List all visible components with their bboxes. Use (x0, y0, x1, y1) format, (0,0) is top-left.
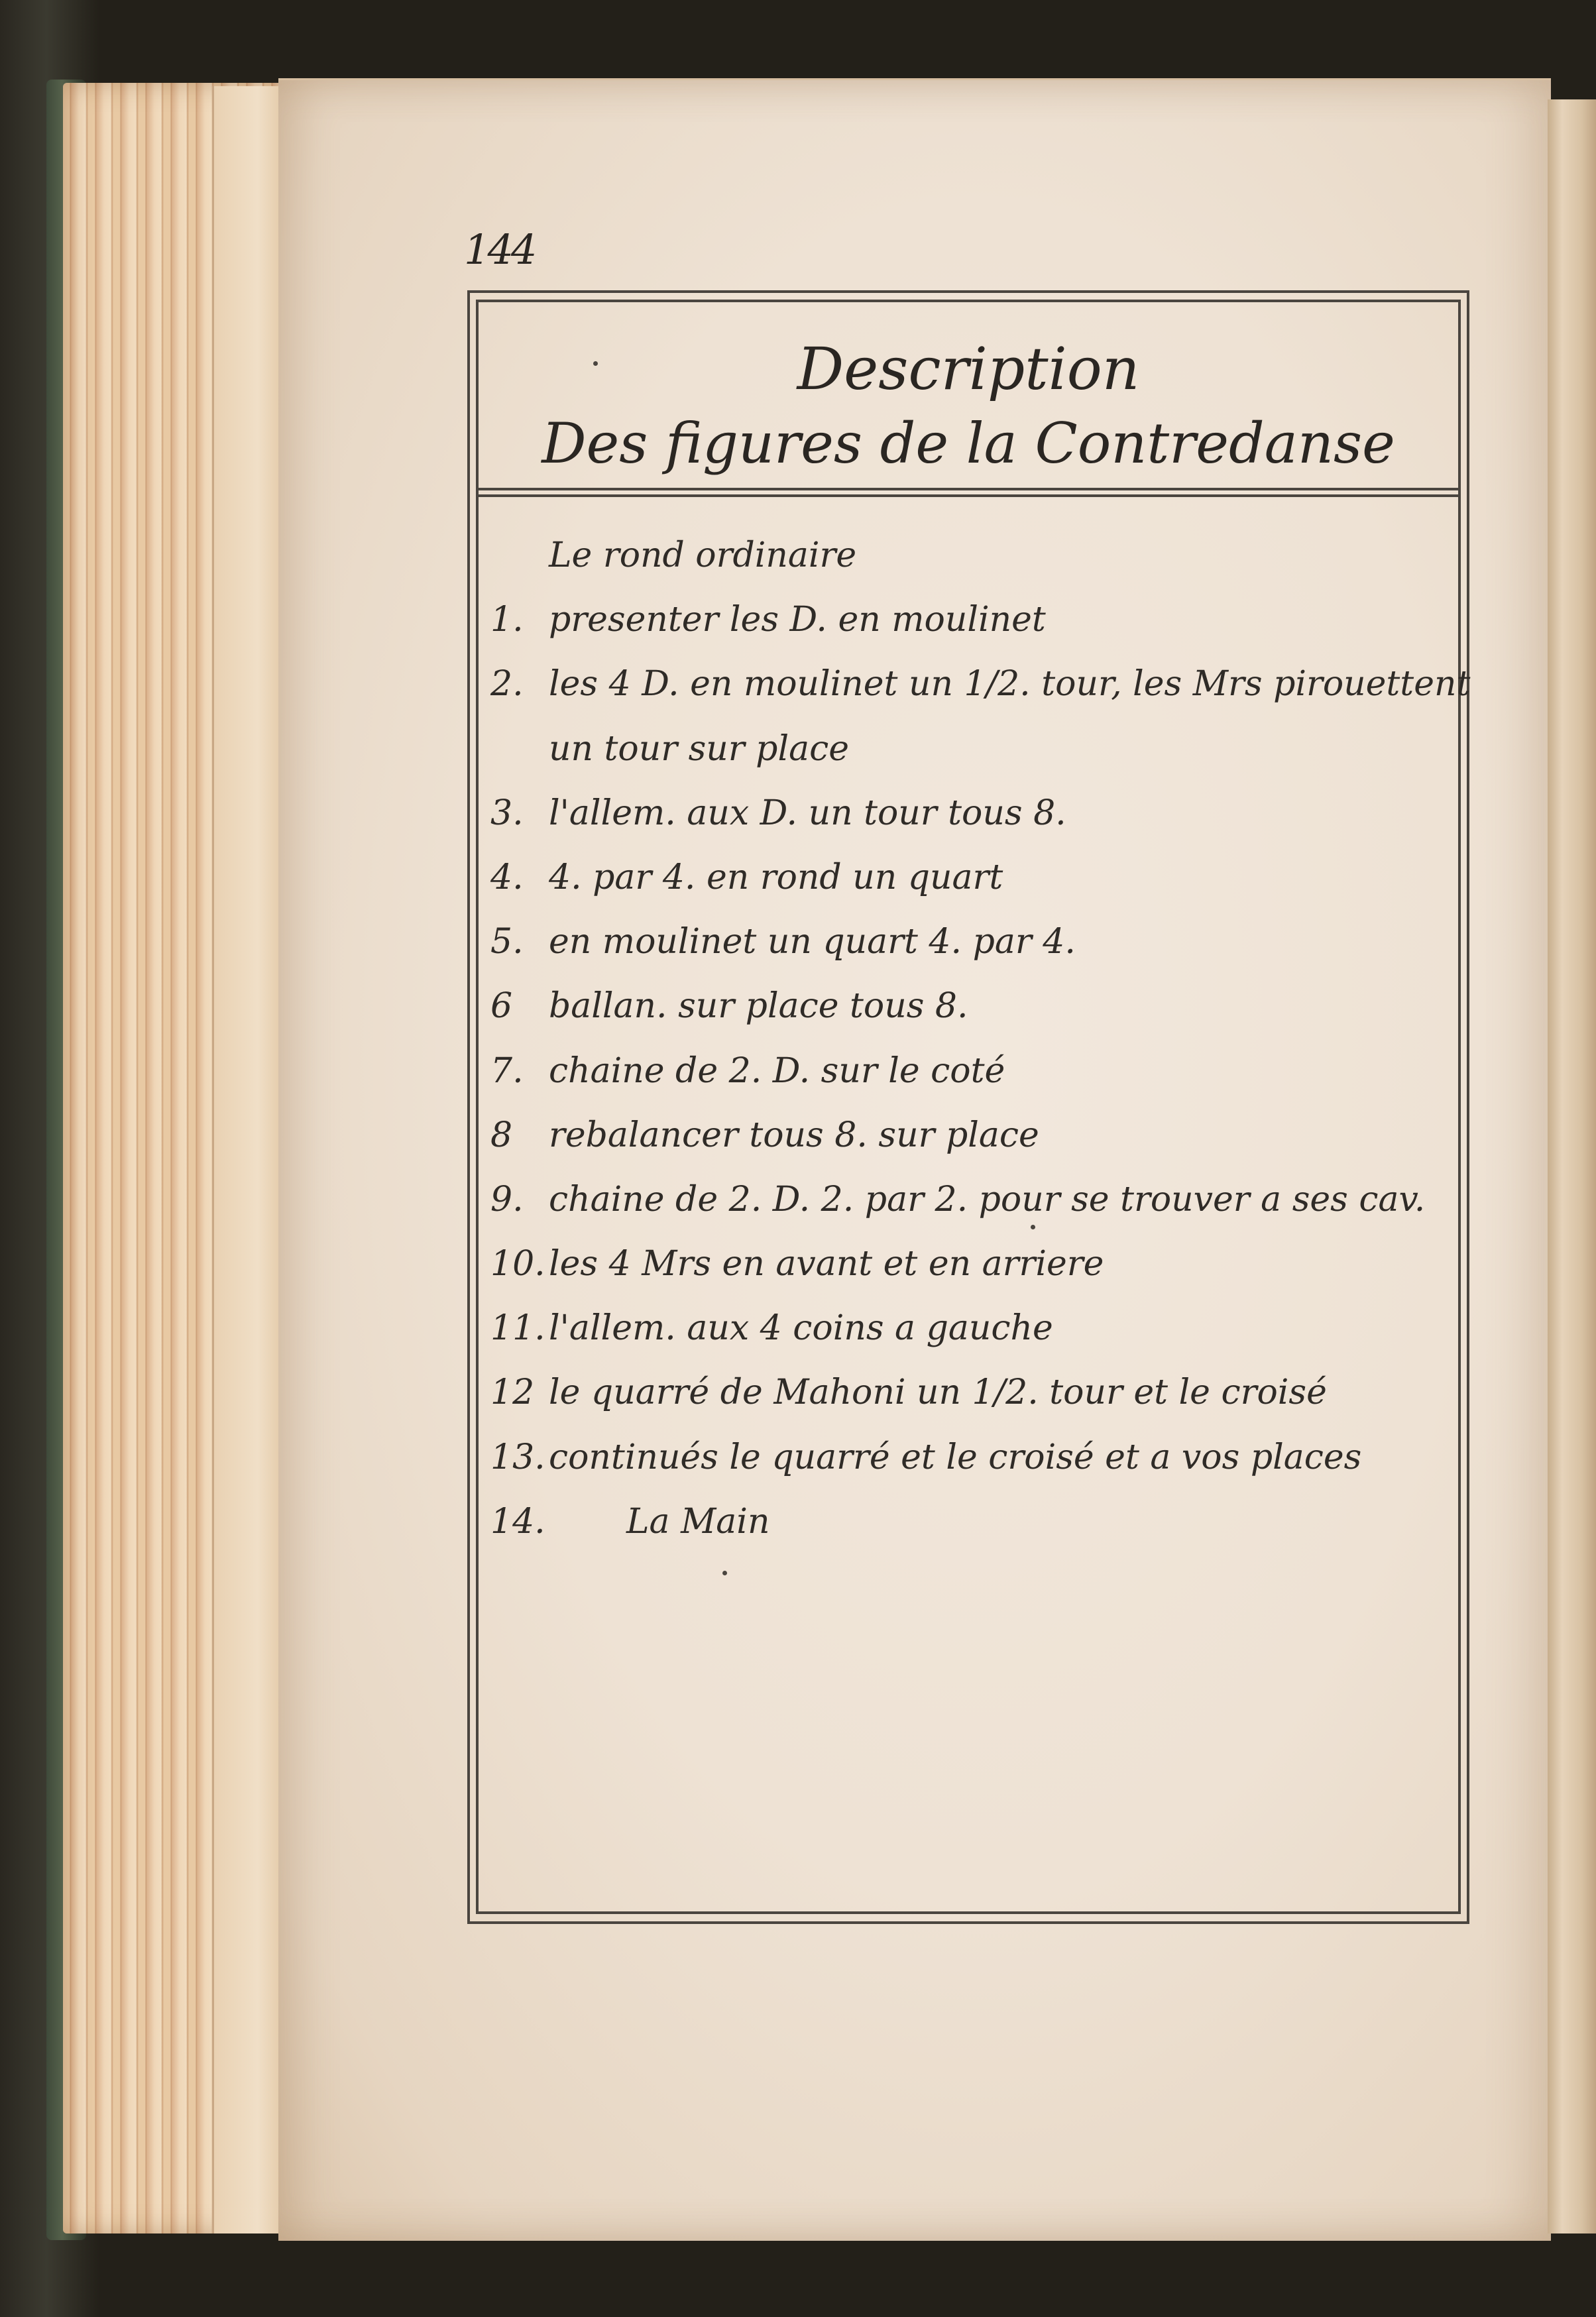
entry-text: l'allem. aux D. un tour tous 8. (549, 793, 1066, 833)
entry-text: les 4 D. en moulinet un 1/2. tour, les Mrs pirouettent (549, 664, 1471, 705)
entry-text: 4. par 4. en rond un quart (549, 857, 1003, 897)
list-item (490, 910, 1458, 974)
entry-number: 1. (490, 600, 524, 640)
entry-number: 10. (490, 1244, 545, 1284)
entry-text: le quarré de Mahoni un 1/2. tour et le croisé (549, 1373, 1327, 1413)
entry-number: 2. (490, 664, 524, 705)
entry-number: 7. (490, 1050, 524, 1091)
entry-number: 12 (490, 1373, 535, 1413)
list-item (490, 846, 1458, 910)
page-number: 144 (464, 225, 535, 274)
entry-text: La Main (626, 1501, 770, 1542)
list-item (490, 652, 1471, 716)
entry-number: 14. (490, 1501, 545, 1542)
entry-text: en moulinet un quart 4. par 4. (549, 922, 1076, 962)
header-divider-rule (476, 488, 1461, 497)
figures-list (490, 524, 1471, 1554)
list-item (490, 1490, 1458, 1554)
list-item (490, 1039, 1458, 1103)
entry-number: 13. (490, 1437, 545, 1477)
list-item (490, 781, 1458, 846)
list-item (490, 588, 1458, 652)
entry-number: 9. (490, 1179, 524, 1219)
page-edges-inner (212, 86, 287, 2233)
entry-text: rebalancer tous 8. sur place (549, 1115, 1039, 1155)
entry-text: l'allem. aux 4 coins a gauche (549, 1308, 1053, 1349)
entry-number: 11. (490, 1308, 545, 1349)
entry-text: chaine de 2. D. 2. par 2. pour se trouver a ses cav. (549, 1179, 1426, 1219)
entry-text: un tour sur place (549, 728, 849, 769)
list-item (490, 1103, 1458, 1168)
entry-text: continués le quarré et le croisé et a vos places (549, 1437, 1362, 1477)
list-item (490, 524, 1458, 588)
list-item (490, 1361, 1458, 1425)
entry-number: 3. (490, 793, 524, 833)
list-item (490, 1296, 1458, 1361)
entry-text: les 4 Mrs en avant et en arriere (549, 1244, 1104, 1284)
entry-text: ballan. sur place tous 8. (549, 986, 968, 1027)
entry-text: presenter les D. en moulinet (549, 600, 1046, 640)
facing-page-gutter (1548, 99, 1596, 2233)
entry-text: Le rond ordinaire (549, 536, 857, 575)
list-item (490, 974, 1458, 1039)
ink-dot (722, 1571, 727, 1575)
entry-number: 4. (490, 857, 524, 897)
list-item (490, 717, 1458, 781)
entry-text: chaine de 2. D. sur le coté (549, 1050, 1005, 1091)
page-title: Description (797, 335, 1140, 403)
entry-number: 5. (490, 922, 524, 962)
list-item (490, 1426, 1458, 1490)
list-item (490, 1168, 1458, 1232)
entry-number: 6 (490, 986, 513, 1027)
list-item (490, 1232, 1458, 1296)
ink-dot (593, 361, 598, 366)
entry-number: 8 (490, 1115, 513, 1155)
page-subtitle: Des figures de la Contredanse (542, 411, 1395, 476)
